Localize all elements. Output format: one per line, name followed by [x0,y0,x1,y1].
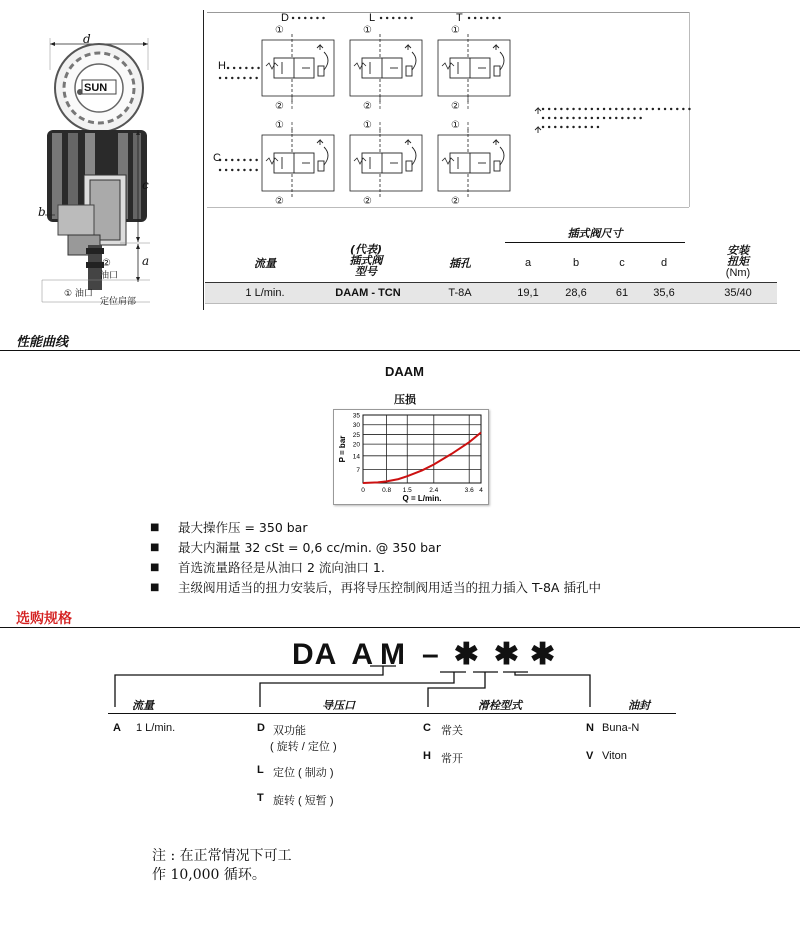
schematic-label-d: D [281,12,289,24]
port1-marker: ① [275,25,284,36]
option-text: 常关 [441,725,463,737]
header-a: a [524,257,532,269]
plot-area [363,415,481,483]
port1-marker: ① [363,25,372,36]
note-line-1: 注 : 在正常情况下可工 [152,848,292,864]
option-code: D [257,722,265,734]
port1-marker: ① [451,25,460,36]
schematic-label-l: L [369,12,376,24]
y-tick-label: 35 [352,412,360,420]
bullet-marker: ■ [150,582,160,593]
port2-number: ② [102,258,111,269]
shoulder-label: 定位肩部 [100,297,137,307]
dims-group-rule [505,242,685,243]
code-part: DA [292,638,338,671]
x-tick-label: 1.5 [402,487,412,494]
option-text: 双功能 [273,725,306,737]
option-code: H [423,750,431,762]
category-pilot: 导压口 [322,699,355,712]
dim-d-label: d [83,32,91,46]
option-code: V [586,750,594,762]
option-code: L [257,764,264,776]
option-code: A [113,722,121,734]
performance-rule [0,350,800,351]
ordering-section-title: 选购规格 [16,611,72,627]
option-text: 常开 [441,753,463,765]
port2-marker: ② [275,196,284,207]
option-text: 1 L/min. [136,722,176,734]
pressure-drop-chart [333,409,489,505]
bullet-max-pressure: 最大操作压 = 350 bar [178,520,308,535]
header-cavity: 插孔 [449,257,471,270]
cell-b: 28,6 [565,287,587,299]
dim-b-label: b [38,205,46,219]
option-code: N [586,722,594,734]
port1-label: ① 油口 [64,289,93,299]
performance-section-title: 性能曲线 [16,335,69,350]
header-torque-1: 安装 [727,244,749,257]
schematic-label-c: C [213,152,221,164]
port2-marker: ② [451,196,460,207]
dim-a-label: a [142,254,150,268]
bullet-marker: ■ [150,542,160,553]
code-slot: ✱ [529,638,557,671]
option-subtext: ( 旋转 / 定位 ) [270,741,337,753]
port2-marker: ② [275,101,284,112]
ordering-rule [0,627,800,628]
category-flow: 流量 [132,699,154,712]
y-axis-label: P = bar [338,435,347,463]
option-text: Viton [602,750,627,762]
y-tick-label: 7 [356,466,360,474]
port2-label: 油口 [100,271,119,281]
header-torque-3: (Nm) [725,267,751,279]
header-flow: 流量 [254,257,276,270]
code-part: M [380,638,407,671]
note-line-2: 作 10,000 循环。 [152,867,266,883]
y-tick-label: 20 [352,441,360,449]
bullet-flow-path: 首选流量路径是从油口 2 流向油口 1. [178,560,385,575]
vertical-divider [203,10,204,310]
cell-flow: 1 L/min. [245,287,285,299]
code-slot: ✱ [493,638,520,671]
valve-drawing [30,30,160,315]
bullet-marker: ■ [150,562,160,573]
option-text: 旋转 ( 短暂 ) [273,795,334,807]
cell-c: 61 [615,287,629,299]
cell-torque: 35/40 [724,287,752,299]
cell-model: DAAM - TCN [335,287,401,299]
port2-marker: ② [363,196,372,207]
option-code: C [423,722,431,734]
x-tick-label: 4 [479,487,483,494]
y-tick-label: 30 [352,422,360,430]
code-dash: – [422,638,440,671]
bullet-installation: 主级阀用适当的扭力安装后，再将导压控制阀用适当的扭力插入 T-8A 插孔中 [178,580,601,595]
cell-cavity: T-8A [448,287,472,299]
bullet-marker: ■ [150,522,160,533]
header-d: d [660,257,668,269]
cell-d: 35,6 [653,287,675,299]
option-text: Buna-N [602,722,640,734]
port1-marker: ① [451,120,460,131]
header-model-3: 型号 [355,265,377,278]
x-tick-label: 0.8 [382,487,392,494]
code-slot: ✱ [453,638,480,671]
header-model-2: 插式阀 [349,254,383,267]
header-dims-group: 插式阀尺寸 [567,227,623,240]
port2-marker: ② [363,101,372,112]
x-tick-label: 3.6 [464,487,474,494]
header-b: b [572,257,580,269]
option-text: 定位 ( 制动 ) [273,767,334,779]
code-connectors [0,660,800,710]
y-tick-label: 14 [352,453,360,461]
port1-marker: ① [275,120,284,131]
x-axis-label: Q = L/min. [402,494,442,503]
chart-title: 压损 [394,393,416,406]
logo-text: SUN [84,82,108,94]
category-spool: 滑栓型式 [478,699,522,712]
performance-model: DAAM [385,364,424,379]
schematic-label-t: T [456,12,463,24]
cell-a: 19,1 [517,287,539,299]
header-c: c [619,257,625,269]
categories-rule [108,713,676,714]
header-torque-2: 扭矩 [727,255,749,268]
option-code: T [257,792,264,804]
category-seal: 油封 [628,699,650,712]
y-tick-label: 25 [352,431,360,439]
port1-marker: ① [363,120,372,131]
port2-marker: ② [451,101,460,112]
x-tick-label: 2.4 [429,487,439,494]
dim-c-label: c [142,178,149,192]
schematic-label-h: H [218,60,226,72]
header-model-1: (代表) [349,243,383,256]
bullet-leakage: 最大内漏量 32 cSt = 0,6 cc/min. @ 350 bar [178,540,441,555]
code-part: A [351,638,375,671]
x-tick-label: 0 [361,487,365,494]
